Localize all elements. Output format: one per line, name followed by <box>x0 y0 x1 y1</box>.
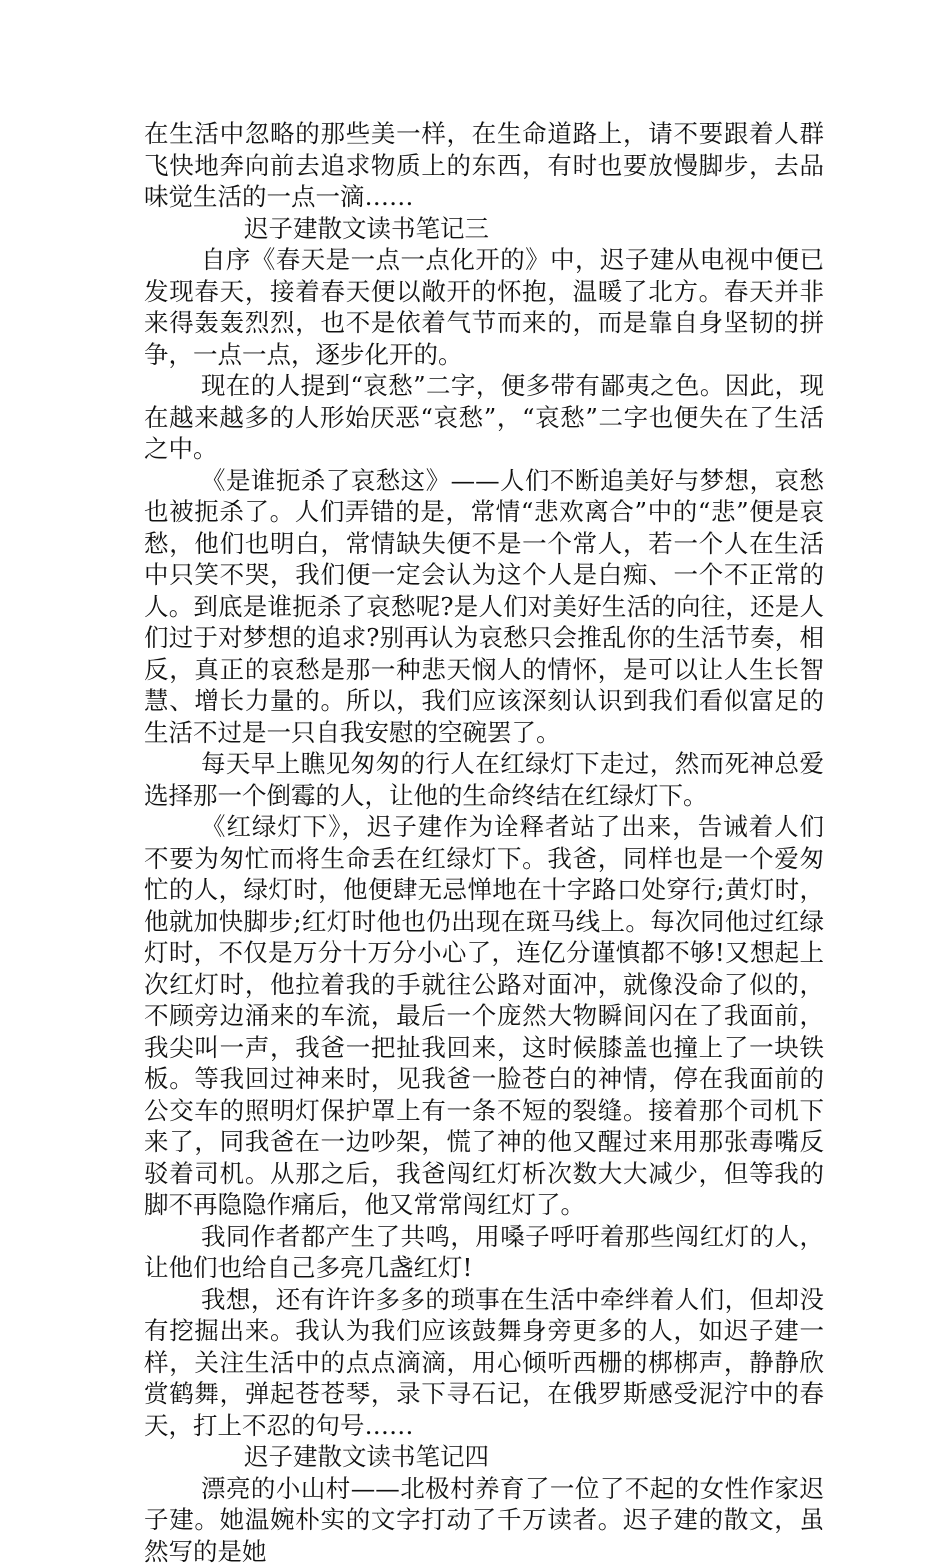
body-paragraph-2: 自序《春天是一点一点化开的》中，迟子建从电视中便已发现春天，接着春天便以敞开的怀抱，温暖了北方。春天并非来得轰轰烈烈，也不是依着气节而来的，而是靠自身坚韧的拼争，一点一点，逐步化开的。 <box>144 244 824 370</box>
section-heading-4: 迟子建散文读书笔记四 <box>144 1441 824 1473</box>
body-paragraph-8: 我想，还有许许多多的琐事在生活中牵绊着人们，但却没有挖掘出来。我认为我们应该鼓舞身旁更多的人，如迟子建一样，关注生活中的点点滴滴，用心倾听西栅的梆梆声，静静欣赏鹤舞，弹起苍苍琴，录下寻石记，在俄罗斯感受泥泞中的春天，打上不忍的句号…… <box>144 1284 824 1442</box>
body-paragraph-1: 在生活中忽略的那些美一样，在生命道路上，请不要跟着人群飞快地奔向前去追求物质上的东西，有时也要放慢脚步，去品味觉生活的一点一滴…… <box>144 118 824 213</box>
body-paragraph-9: 漂亮的小山村——北极村养育了一位了不起的女性作家迟子建。她温婉朴实的文字打动了千万读者。迟子建的散文，虽然写的是她 <box>144 1473 824 1567</box>
body-paragraph-6: 《红绿灯下》，迟子建作为诠释者站了出来，告诫着人们不要为匆忙而将生命丢在红绿灯下。我爸，同样也是一个爱匆忙的人，绿灯时，他便肆无忌惮地在十字路口处穿行;黄灯时，他就加快脚步;红灯时他也仍出现在斑马线上。每次同他过红绿灯时，不仅是万分十万分小心了，连亿分谨慎都不够!又想起上次红灯时，他拉着我的手就往公路对面冲，就像没命了似的，不顾旁边涌来的车流，最后一个庞然大物瞬间闪在了我面前，我尖叫一声，我爸一把扯我回来，这时候膝盖也撞上了一块铁板。等我回过神来时，见我爸一脸苍白的神情，停在我面前的公交车的照明灯保护罩上有一条不短的裂缝。接着那个司机下来了，同我爸在一边吵架，慌了神的他又醒过来用那张毒嘴反驳着司机。从那之后，我爸闯红灯析次数大大减少，但等我的脚不再隐隐作痛后，他又常常闯红灯了。 <box>144 811 824 1221</box>
body-paragraph-5: 每天早上瞧见匆匆的行人在红绿灯下走过，然而死神总爱选择那一个倒霉的人，让他的生命终结在红绿灯下。 <box>144 748 824 811</box>
section-heading-3: 迟子建散文读书笔记三 <box>144 213 824 245</box>
body-paragraph-3: 现在的人提到“哀愁”二字，便多带有鄙夷之色。因此，现在越来越多的人形始厌恶“哀愁”，“哀愁”二字也便失在了生活之中。 <box>144 370 824 465</box>
document-page <box>144 118 824 1567</box>
body-paragraph-4: 《是谁扼杀了哀愁这》——人们不断追美好与梦想，哀愁也被扼杀了。人们弄错的是，常情“悲欢离合”中的“悲”便是哀愁，他们也明白，常情缺失便不是一个常人，若一个人在生活中只笑不哭，我们便一定会认为这个人是白痴、一个不正常的人。到底是谁扼杀了哀愁呢?是人们对美好生活的向往，还是人们过于对梦想的追求?别再认为哀愁只会推乱你的生活节奏，相反，真正的哀愁是那一种悲天悯人的情怀，是可以让人生长智慧、增长力量的。所以，我们应该深刻认识到我们看似富足的生活不过是一只自我安慰的空碗罢了。 <box>144 465 824 749</box>
body-paragraph-7: 我同作者都产生了共鸣，用嗓子呼吁着那些闯红灯的人，让他们也给自己多亮几盏红灯! <box>144 1221 824 1284</box>
